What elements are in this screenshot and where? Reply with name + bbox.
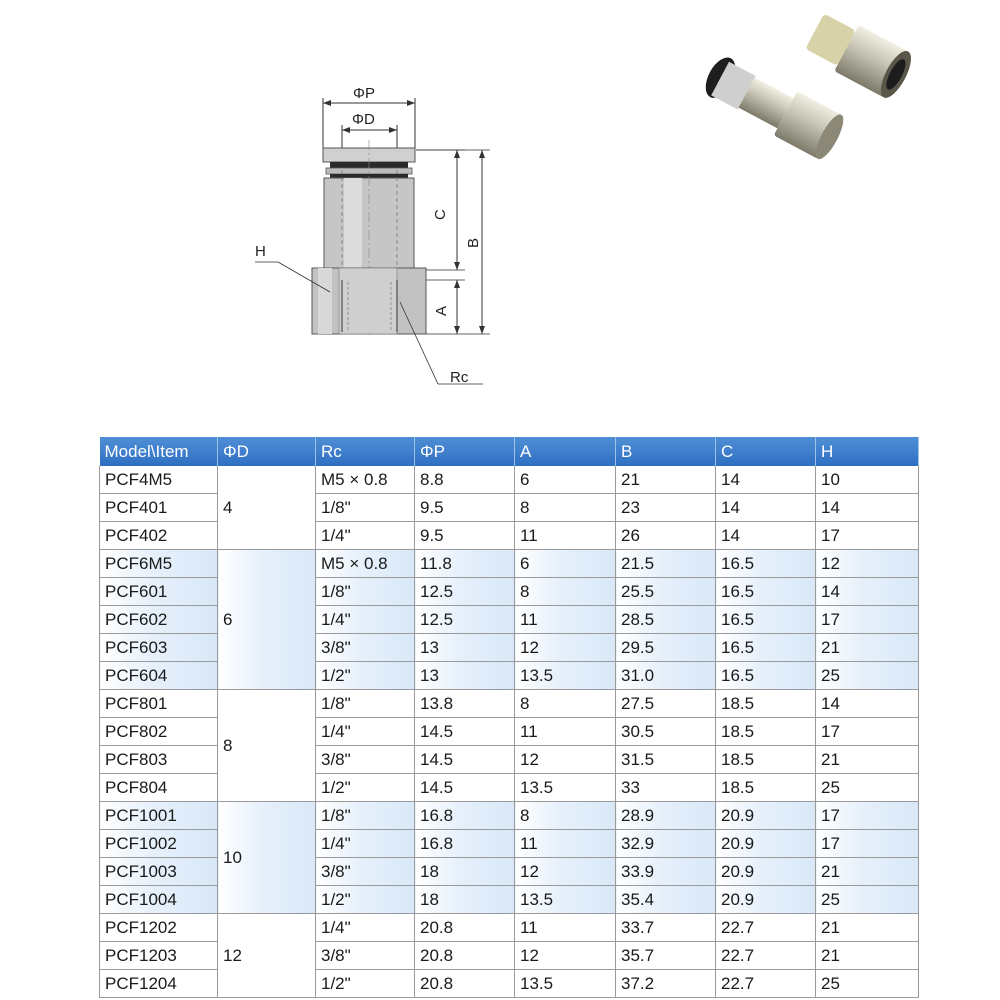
cell-model: PCF401 xyxy=(100,494,218,522)
cell-c: 14 xyxy=(716,522,816,550)
cell-b: 35.4 xyxy=(616,886,716,914)
cell-model: PCF1002 xyxy=(100,830,218,858)
cell-h: 14 xyxy=(816,578,919,606)
cell-rc: 1/2" xyxy=(316,774,415,802)
cell-c: 14 xyxy=(716,466,816,494)
cell-b: 26 xyxy=(616,522,716,550)
cell-model: PCF1204 xyxy=(100,970,218,998)
cell-c: 16.5 xyxy=(716,550,816,578)
cell-h: 25 xyxy=(816,970,919,998)
cell-c: 18.5 xyxy=(716,746,816,774)
cell-c: 18.5 xyxy=(716,774,816,802)
cell-model: PCF801 xyxy=(100,690,218,718)
cell-c: 20.9 xyxy=(716,830,816,858)
cell-a: 8 xyxy=(515,578,616,606)
cell-a: 11 xyxy=(515,718,616,746)
cell-c: 16.5 xyxy=(716,578,816,606)
cell-rc: M5 × 0.8 xyxy=(316,550,415,578)
cell-rc: 1/4" xyxy=(316,522,415,550)
cell-b: 37.2 xyxy=(616,970,716,998)
cell-phi-p: 20.8 xyxy=(415,942,515,970)
cell-phi-p: 12.5 xyxy=(415,606,515,634)
cell-b: 31.5 xyxy=(616,746,716,774)
cell-rc: 1/8" xyxy=(316,494,415,522)
product-photo xyxy=(680,0,940,180)
cell-b: 28.5 xyxy=(616,606,716,634)
b-label: B xyxy=(465,237,482,248)
cell-c: 20.9 xyxy=(716,886,816,914)
cell-model: PCF1202 xyxy=(100,914,218,942)
cell-phi-p: 14.5 xyxy=(415,746,515,774)
cell-b: 21.5 xyxy=(616,550,716,578)
dimension-drawing xyxy=(240,70,520,400)
table-row xyxy=(100,466,919,494)
fitting-back-icon xyxy=(802,8,916,102)
cell-phi-d: 12 xyxy=(218,914,316,998)
cell-phi-p: 9.5 xyxy=(415,494,515,522)
cell-h: 21 xyxy=(816,942,919,970)
cell-a: 13.5 xyxy=(515,886,616,914)
cell-a: 13.5 xyxy=(515,970,616,998)
cell-b: 21 xyxy=(616,466,716,494)
cell-rc: 1/4" xyxy=(316,718,415,746)
cell-phi-p: 13.8 xyxy=(415,690,515,718)
cell-c: 16.5 xyxy=(716,634,816,662)
cell-model: PCF601 xyxy=(100,578,218,606)
cell-model: PCF402 xyxy=(100,522,218,550)
cell-model: PCF4M5 xyxy=(100,466,218,494)
cell-a: 12 xyxy=(515,942,616,970)
cell-model: PCF604 xyxy=(100,662,218,690)
cell-h: 17 xyxy=(816,522,919,550)
cell-model: PCF6M5 xyxy=(100,550,218,578)
cell-phi-d: 8 xyxy=(218,690,316,802)
cell-h: 17 xyxy=(816,606,919,634)
cell-model: PCF1203 xyxy=(100,942,218,970)
fitting-front-icon xyxy=(698,51,849,163)
header-phi-p: ΦP xyxy=(415,437,515,466)
header-c: C xyxy=(716,437,816,466)
cell-model: PCF602 xyxy=(100,606,218,634)
rc-label: Rc xyxy=(450,369,469,386)
cell-h: 21 xyxy=(816,746,919,774)
cell-c: 22.7 xyxy=(716,914,816,942)
cell-b: 33.7 xyxy=(616,914,716,942)
cell-b: 23 xyxy=(616,494,716,522)
cell-a: 12 xyxy=(515,634,616,662)
cell-phi-p: 13 xyxy=(415,634,515,662)
cell-c: 22.7 xyxy=(716,970,816,998)
header-phi-d: ΦD xyxy=(218,437,316,466)
header-a: A xyxy=(515,437,616,466)
cell-h: 17 xyxy=(816,718,919,746)
cell-c: 16.5 xyxy=(716,662,816,690)
cell-b: 35.7 xyxy=(616,942,716,970)
cell-a: 11 xyxy=(515,830,616,858)
cell-h: 17 xyxy=(816,802,919,830)
cell-c: 20.9 xyxy=(716,802,816,830)
cell-phi-p: 16.8 xyxy=(415,830,515,858)
cell-model: PCF603 xyxy=(100,634,218,662)
cell-rc: 1/4" xyxy=(316,914,415,942)
cell-b: 25.5 xyxy=(616,578,716,606)
cell-b: 31.0 xyxy=(616,662,716,690)
cell-phi-p: 13 xyxy=(415,662,515,690)
cell-c: 18.5 xyxy=(716,718,816,746)
cell-a: 6 xyxy=(515,550,616,578)
table-row xyxy=(100,914,919,942)
table-row xyxy=(100,690,919,718)
cell-rc: 1/2" xyxy=(316,886,415,914)
cell-rc: 1/8" xyxy=(316,578,415,606)
cell-phi-p: 9.5 xyxy=(415,522,515,550)
cell-c: 18.5 xyxy=(716,690,816,718)
c-label: C xyxy=(432,209,449,220)
cell-rc: 1/2" xyxy=(316,970,415,998)
cell-rc: 1/8" xyxy=(316,802,415,830)
cell-phi-p: 14.5 xyxy=(415,718,515,746)
cell-c: 22.7 xyxy=(716,942,816,970)
cell-a: 11 xyxy=(515,606,616,634)
cell-phi-p: 14.5 xyxy=(415,774,515,802)
cell-b: 28.9 xyxy=(616,802,716,830)
cell-h: 21 xyxy=(816,634,919,662)
cell-rc: 1/8" xyxy=(316,690,415,718)
cell-model: PCF802 xyxy=(100,718,218,746)
cell-a: 6 xyxy=(515,466,616,494)
cell-h: 25 xyxy=(816,662,919,690)
cell-rc: 1/2" xyxy=(316,662,415,690)
cell-a: 8 xyxy=(515,494,616,522)
header-h: H xyxy=(816,437,919,466)
cell-phi-d: 4 xyxy=(218,466,316,550)
cell-phi-p: 11.8 xyxy=(415,550,515,578)
cell-b: 27.5 xyxy=(616,690,716,718)
cell-rc: 3/8" xyxy=(316,634,415,662)
header-b: B xyxy=(616,437,716,466)
cell-b: 30.5 xyxy=(616,718,716,746)
cell-phi-d: 10 xyxy=(218,802,316,914)
spec-table xyxy=(99,437,919,998)
cell-phi-p: 16.8 xyxy=(415,802,515,830)
spec-table-body xyxy=(100,466,919,998)
cell-h: 14 xyxy=(816,494,919,522)
cell-phi-p: 8.8 xyxy=(415,466,515,494)
cell-a: 8 xyxy=(515,690,616,718)
cell-rc: 3/8" xyxy=(316,942,415,970)
cell-phi-d: 6 xyxy=(218,550,316,690)
cell-model: PCF803 xyxy=(100,746,218,774)
cell-b: 33 xyxy=(616,774,716,802)
header-model: Model\Item xyxy=(100,437,218,466)
a-label: A xyxy=(433,305,450,316)
cell-c: 14 xyxy=(716,494,816,522)
cell-phi-p: 20.8 xyxy=(415,970,515,998)
cell-rc: 3/8" xyxy=(316,858,415,886)
cell-h: 10 xyxy=(816,466,919,494)
cell-model: PCF804 xyxy=(100,774,218,802)
cell-model: PCF1003 xyxy=(100,858,218,886)
cell-rc: M5 × 0.8 xyxy=(316,466,415,494)
cell-phi-p: 12.5 xyxy=(415,578,515,606)
table-row xyxy=(100,802,919,830)
cell-h: 17 xyxy=(816,830,919,858)
cell-a: 13.5 xyxy=(515,662,616,690)
cell-h: 21 xyxy=(816,858,919,886)
cell-rc: 3/8" xyxy=(316,746,415,774)
cell-model: PCF1001 xyxy=(100,802,218,830)
cell-h: 21 xyxy=(816,914,919,942)
cell-c: 16.5 xyxy=(716,606,816,634)
h-label: H xyxy=(255,243,266,260)
cell-a: 8 xyxy=(515,802,616,830)
cell-a: 13.5 xyxy=(515,774,616,802)
table-header-row xyxy=(100,437,919,466)
cell-a: 11 xyxy=(515,522,616,550)
cell-h: 12 xyxy=(816,550,919,578)
cell-phi-p: 18 xyxy=(415,886,515,914)
cell-rc: 1/4" xyxy=(316,606,415,634)
cell-a: 12 xyxy=(515,746,616,774)
phi-d-label: ΦD xyxy=(352,111,375,128)
cell-phi-p: 20.8 xyxy=(415,914,515,942)
cell-b: 29.5 xyxy=(616,634,716,662)
cell-b: 33.9 xyxy=(616,858,716,886)
cell-phi-p: 18 xyxy=(415,858,515,886)
cell-model: PCF1004 xyxy=(100,886,218,914)
cell-a: 12 xyxy=(515,858,616,886)
phi-p-label: ΦP xyxy=(353,85,375,102)
header-rc: Rc xyxy=(316,437,415,466)
cell-h: 25 xyxy=(816,774,919,802)
table-row xyxy=(100,550,919,578)
cell-a: 11 xyxy=(515,914,616,942)
cell-rc: 1/4" xyxy=(316,830,415,858)
cell-b: 32.9 xyxy=(616,830,716,858)
cell-h: 25 xyxy=(816,886,919,914)
cell-c: 20.9 xyxy=(716,858,816,886)
cell-h: 14 xyxy=(816,690,919,718)
